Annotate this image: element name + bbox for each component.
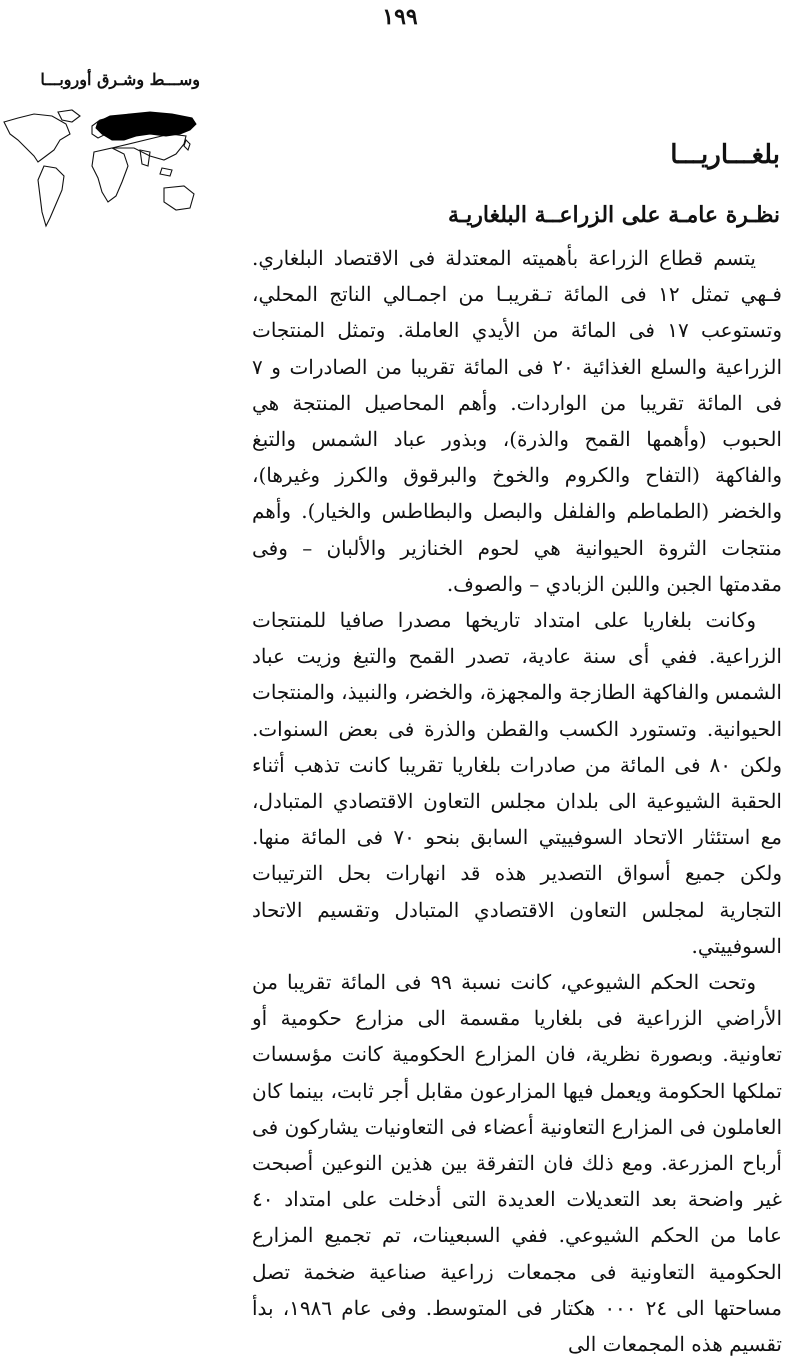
paragraph: وتحت الحكم الشيوعي، كانت نسبة ٩٩ فى المائة تقريبا من الأراضي الزراعية فى بلغاريا مقسمة الى مزارع حكومية أو تعاونية. وبصورة نظرية، فان المزارع الحكومية كانت مؤسسات تملكها الحكومة ويعمل فيها المزارعون مقابل أجر ثابت، بينما كان العاملون فى المزارع التعاونية أعضاء فى التعاونيات يشاركون فى أرباح المزرعة. ومع ذلك فان التفرقة بين هذين النوعين أصبحت غير واضحة بعد التعديلات العديدة التى أدخلت على امتداد ٤٠ عاما من الحكم الشيوعي. ففي السبعينات، تم تجميع المزارع الحكومية التعاونية فى مجمعات زراعية صناعية ضخمة تصل مساحتها الى ٢٤ ٠٠٠ هكتار فى المتوسط. وفى عام ١٩٨٦، بدأ تقسيم هذه المجمعات الى	[252, 970, 783, 1357]
paragraph: وكانت بلغاريا على امتداد تاريخها مصدرا صافيا للمنتجات الزراعية. ففي أى سنة عادية، تصدر القمح والتبغ وزيت عباد الشمس والفاكهة الطازجة والمجهزة، والخضر، والنبيذ، والمنتجات الحيوانية. وتستورد الكسب والقطن والذرة فى بعض السنوات. ولكن ٨٠ فى المائة من صادرات بلغاريا تقريبا كانت تذهب أثناء الحقبة الشيوعية الى بلدان مجلس التعاون الاقتصادي المتبادل، مع استئثار الاتحاد السوفييتي السابق بنحو ٧٠ فى المائة منها. ولكن جميع أسواق التصدير هذه قد انهارات بحل الترتيبات التجارية لمجلس التعاون الاقتصادي المتبادل وتقسيم الاتحاد السوفييتي.	[252, 608, 782, 958]
world-map-icon	[0, 104, 200, 236]
section-heading: نظـرة عامـة على الزراعــة البلغاريـة	[447, 202, 780, 228]
article-body	[252, 240, 782, 1362]
page-number: ١٩٩	[382, 4, 418, 30]
paragraph: يتسم قطاع الزراعة بأهميته المعتدلة فى الاقتصاد البلغاري. فـهي تمثل ١٢ فى المائة تـقريبـا من اجمـالي الناتج المحلي، وتستوعب ١٧ فى المائة من الأيدي العاملة. وتمثل المنتجات الزراعية والسلع الغذائية ٢٠ فى المائة تقريبا من الصادرات و ٧ فى المائة تقريبا من الواردات. وأهم المحاصيل المنتجة هي الحبوب (وأهمها القمح والذرة)، وبذور عباد الشمس والتبغ والفاكهة (التفاح والكروم والخوخ والبرقوق والكرز وغيرها)، والخضر (الطماطم والفلفل والبصل والبطاطس والخيار). وأهم منتجات الثروة الحيوانية هي لحوم الخنازير والألبان – وفى مقدمتها الجبن واللبن الزبادي – والصوف.	[252, 246, 782, 596]
region-label: وســـط وشـرق أوروبـــا	[40, 70, 200, 89]
country-title: بلغـــاريـــا	[670, 140, 780, 170]
